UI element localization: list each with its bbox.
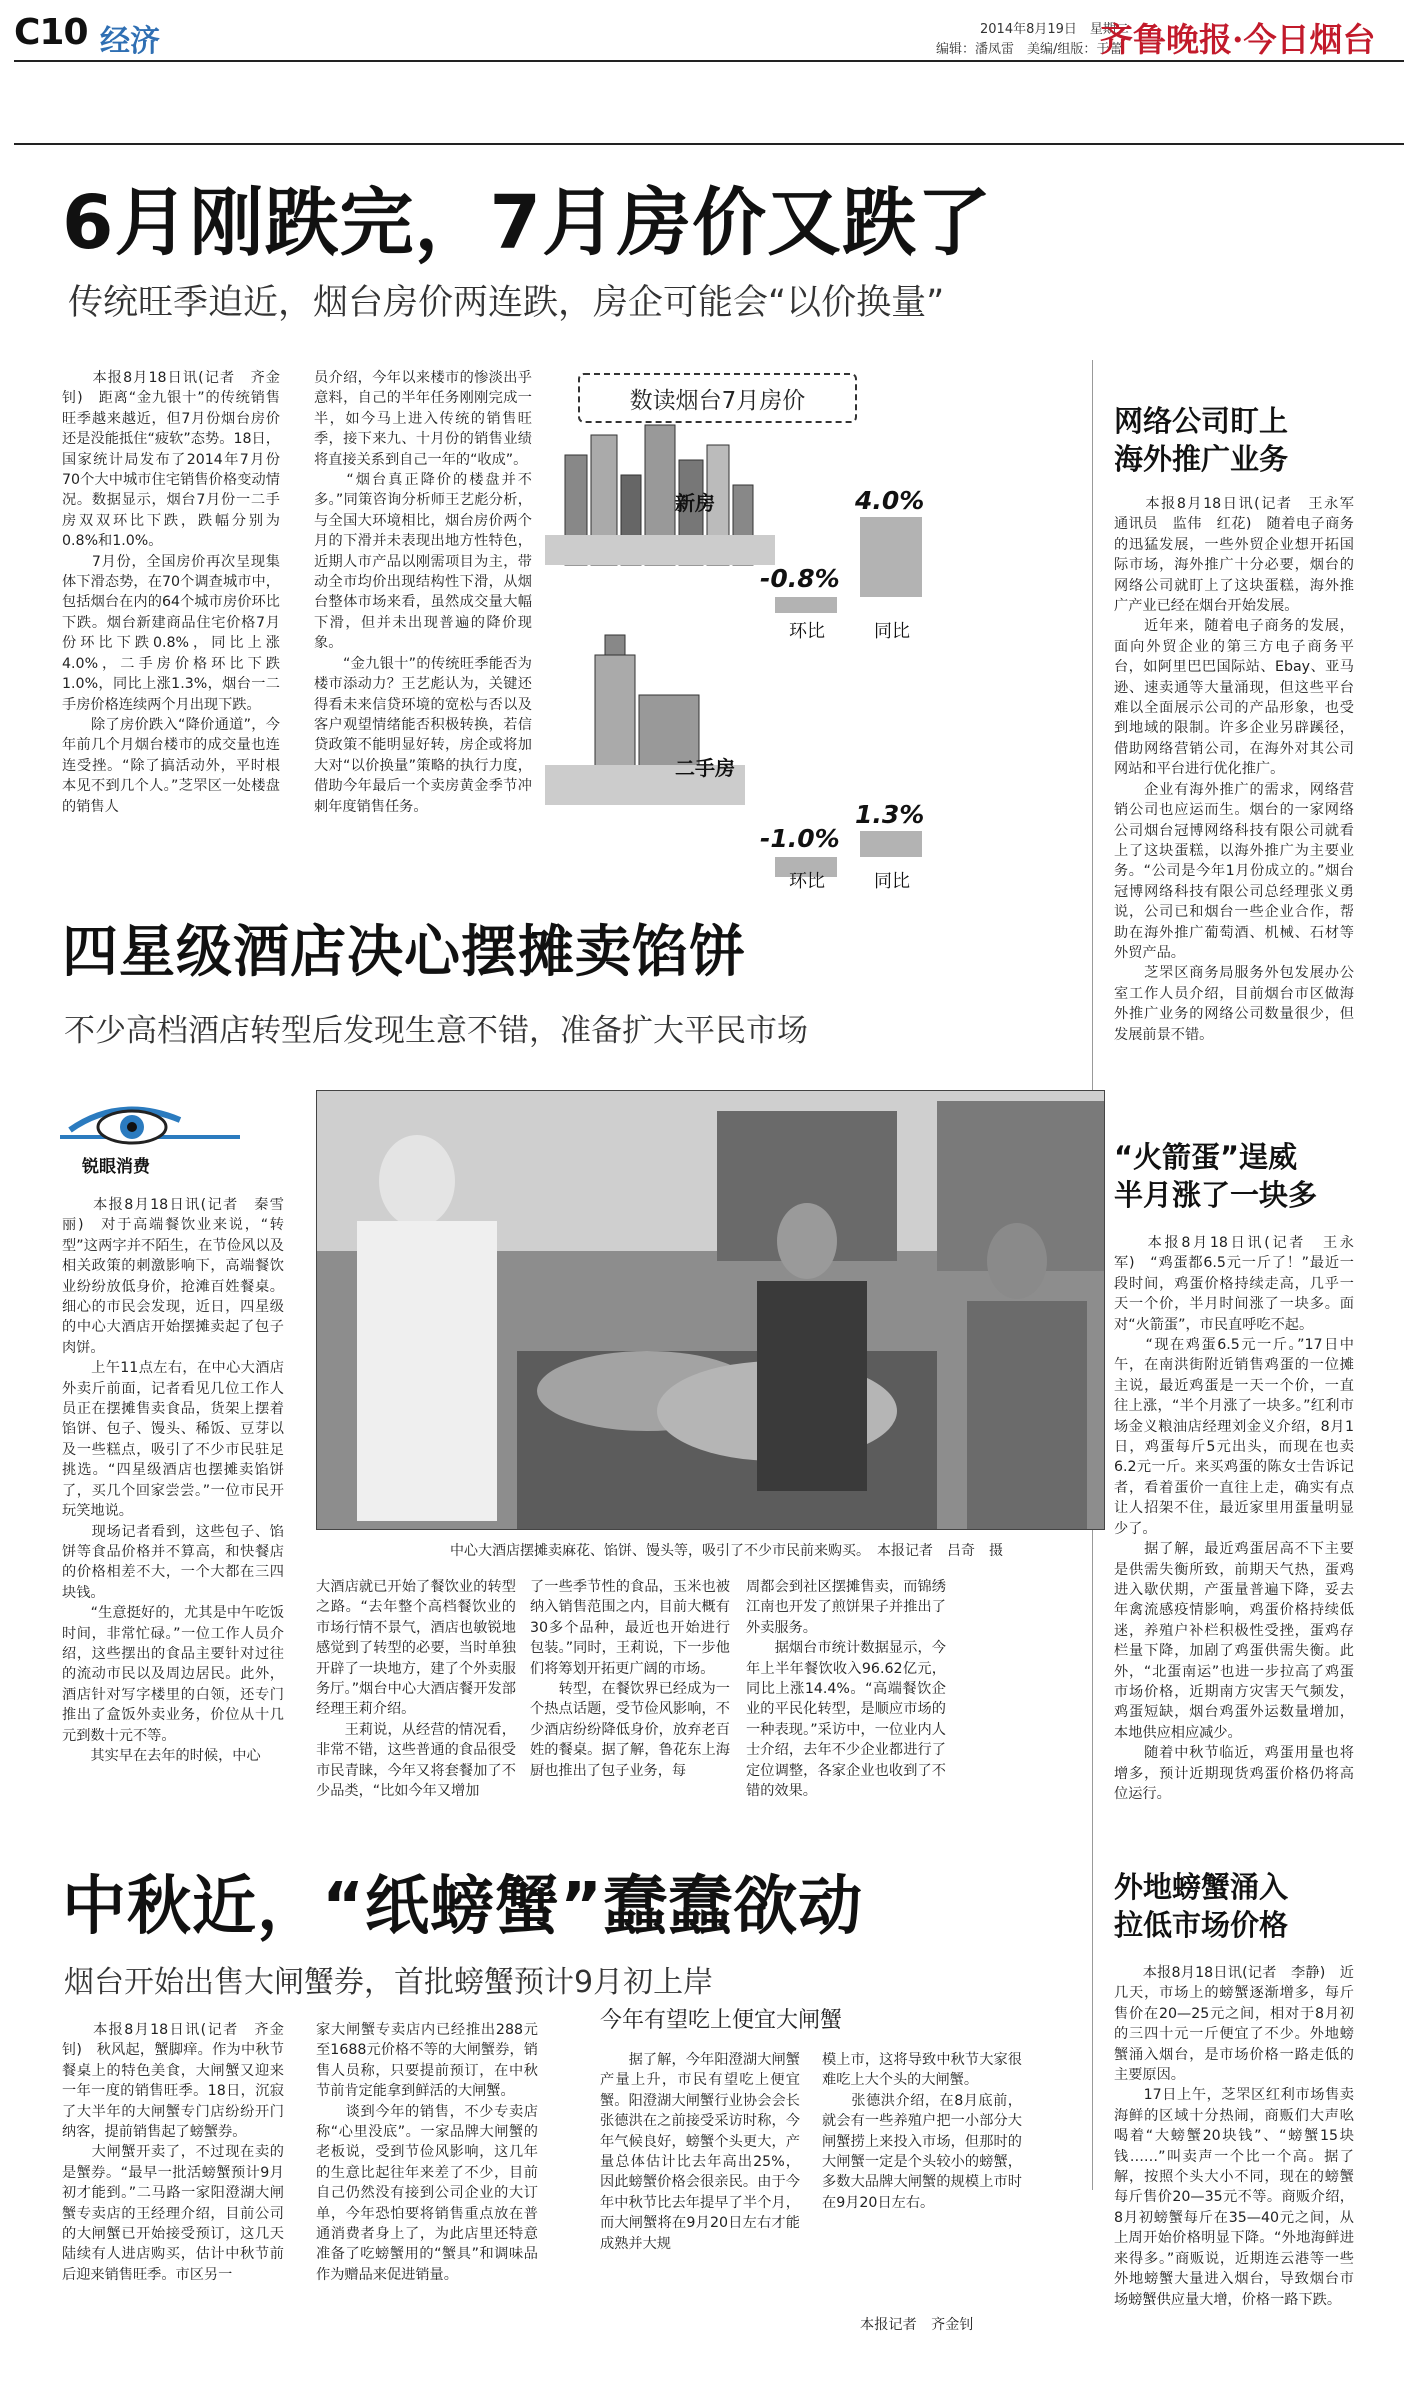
hotel-street-stall-photo xyxy=(316,1090,1105,1530)
bar-0-1 xyxy=(860,517,922,597)
network-body: 本报8月18日讯(记者 王永军 通讯员 监伟 红花) 随着电子商务的迅猛发展，一些外贸企业想开拓国际市场，海外推广十分必要，烟台的网络公司就盯上了这块蛋糕，海外推广产业已经在烟台开始发展。 近年来，随着电子商务的发展，面向外贸企业的第三方电子商务平台，如阿里巴巴国际站、Ebay、亚马逊、速卖通等大量涌现，但这些平台难以全面展示公司的产品形象，也受到地域的限制。许多企业另辟蹊径，借助网络营销公司，在海外对其公司网站和平台进行优化推广。 企业有海外推广的需求，网络营销公司也应运而生。烟台的一家网络公司烟台冠博网络科技有限公司就看上了这块蛋糕，以海外推广为主要业务。“公司是今年1月份成立的。”烟台冠博网络科技有限公司总经理张义勇说，公司已和烟台一些企业合作，帮助在海外推广葡萄酒、机械、石材等外贸产品。 芝罘区商务局服务外包发展办公室工作人员介绍，目前烟台市区做海外推广业务的网络公司数量很少，但发展前景不错。 xyxy=(1114,496,1354,1043)
page-number: C10 xyxy=(14,12,88,53)
hotel-subhead: 不少高档酒店转型后发现生意不错，准备扩大平民市场 xyxy=(64,1013,808,1049)
crab-side-body: 本报8月18日讯(记者 李静) 近几天，市场上的螃蟹逐渐增多，每斤售价在20—25元之间，相对于8月初的三四十元一斤便宜了不少。外地螃蟹涌入烟台，是市场价格一路走低的主要原因。 17日上午，芝罘区红利市场售卖海鲜的区域十分热闹，商贩们大声吆喝着“大螃蟹20块钱”、“螃蟹15块钱……”叫卖声一个比一个高。据了解，按照个头大小不同，现在的螃蟹每斤售价20—35元不等。商贩介绍，8月初螃蟹每斤在35—40元之间，从上周开始价格明显下降。“外地海鲜进来得多。”商贩说，近期连云港等一些外地螃蟹大量进入烟台，导致烟台市场螃蟹供应量大增，价格一路下跌。 xyxy=(1114,1965,1354,2308)
network-headline xyxy=(1114,402,1374,478)
crab-column-4: 模上市，这将导致中秋节大家很难吃上大个头的大闸蟹。 张德洪介绍，在8月底前，就会有一些养殖户把一小部分大闸蟹捞上来投入市场，但那时的大闸蟹一定是个头较小的螃蟹，多数大品牌大闸蟹的规模上市时在9月20日左右。 xyxy=(822,2052,1022,2211)
price-chart-svg xyxy=(545,365,1045,890)
data-label-1-1: 1.3% xyxy=(855,800,925,829)
eye-icon xyxy=(60,1085,300,1155)
hotel-column-1: 本报8月18日讯(记者 秦雪丽) 对于高端餐饮业来说，“转型”这两字并不陌生，在节俭风以及相关政策的刺激影响下，高端餐饮业纷纷放低身价，抢滩百姓餐桌。细心的市民会发现，近日，四星级的中心大酒店开始摆摊卖起了包子肉饼。 上午11点左右，在中心大酒店外卖斤前面，记者看见几位工作人员正在摆摊售卖食品，货架上摆着馅饼、包子、馒头、稀饭、豆芽以及一些糕点，吸引了不少市民驻足挑选。“四星级酒店也摆摊卖馅饼了，买几个回家尝尝。”一位市民开玩笑地说。 现场记者看到，这些包子、馅饼等食品价格并不算高，和快餐店的价格相差不大，一个大都在三四块钱。 “生意挺好的，尤其是中午吃饭时间，非常忙碌。”一位工作人员介绍，这些摆出的食品主要针对过往的流动市民以及周边居民。此外，酒店针对写字楼里的白领，还专门推出了盒饭外卖业务，价位从十几元到数十元不等。 其实早在去年的时候，中心 xyxy=(62,1197,284,1764)
consumer-column-label: 锐眼消费 xyxy=(82,1157,150,1177)
category-label-0-0: 环比 xyxy=(789,621,825,642)
housing-headline: 6月刚跌完，7月房价又跌了 xyxy=(62,180,992,266)
dateline: 2014年8月19日 星期二 xyxy=(980,22,1129,37)
housing-subhead: 传统旺季迫近，烟台房价两连跌，房企可能会“以价换量” xyxy=(68,283,945,323)
crab-side-headline xyxy=(1114,1868,1374,1944)
eggs-headline xyxy=(1114,1138,1374,1214)
category-label-1-1: 同比 xyxy=(874,871,910,890)
bar-0-0 xyxy=(775,597,837,613)
housing-column-2: 员介绍，今年以来楼市的惨淡出乎意料，自己的半年任务刚刚完成一半，如今马上进入传统的销售旺季，接下来九、十月份的销售业绩将直接关系到自己一年的“收成”。 “烟台真正降价的楼盘并不多。”同策咨询分析师王艺彪分析，与全国大环境相比，烟台房价两个月的下滑并未表现出地方性特色，近期人市产品以刚需项目为主，带动全市均价出现结构性下滑，从烟台整体市场来看，虽然成交量大幅下滑，但并未出现普遍的降价现象。 “金九银十”的传统旺季能否为楼市添动力？王艺彪认为，关键还得看未来信贷环境的宽松与否以及客户观望情绪能否积极转换，若信贷政策不能明显好转，房企或将加大对“以价换量”策略的执行力度，借助今年最后一个卖房黄金季节冲刺年度销售任务。 xyxy=(314,370,532,815)
crab-byline: 本报记者 齐金钊 xyxy=(860,2317,974,2333)
data-label-1-0: -1.0% xyxy=(760,824,840,853)
photo-illustration xyxy=(317,1091,1104,1529)
price-chart-title: 数读烟台7月房价 xyxy=(578,373,857,423)
header-divider xyxy=(14,143,1404,145)
data-label-0-1: 4.0% xyxy=(855,486,925,515)
hotel-column-3: 了一些季节性的食品，玉米也被纳入销售范围之内，目前大概有30多个品种，最近也开始进行包装。”同时，王莉说，下一步他们将筹划开拓更广阔的市场。 转型，在餐饮界已经成为一个热点话题，受节俭风影响，不少酒店纷纷降低身价，放弃老百姓的餐桌。据了解，鲁花东上海厨也推出了包子业务，每 xyxy=(530,1579,730,1779)
crab-side-headline-line-1: 外地螃蟹涌入 xyxy=(1114,1870,1289,1904)
crab-subhead: 烟台开始出售大闸蟹券，首批螃蟹预计9月初上岸 xyxy=(64,1965,714,2000)
category-label-0-1: 同比 xyxy=(874,621,910,642)
category-label-1-0: 环比 xyxy=(789,871,825,890)
housing-column-1: 本报8月18日讯(记者 齐金钊) 距离“金九银十”的传统销售旺季越来越近，但7月份烟台房价还是没能抵住“疲软”态势。18日，国家统计局发布了2014年7月份70个大中城市住宅销售价格变动情况。数据显示，烟台7月份一二手房双双环比下跌，跌幅分别为0.8%和1.0%。 7月份，全国房价再次呈现集体下滑态势，在70个调查城市中，包括烟台在内的64个城市房价环比下跌。烟台新建商品住宅价格7月份环比下跌0.8%，同比上涨4.0%，二手房价格环比下跌1.0%，同比上涨1.3%，烟台一二手房价格连续两个月出现下跌。 除了房价跌入“降价通道”，今年前几个月烟台楼市的成交量也连连受挫。“除了搞活动外，平时根本见不到几个人。”芝罘区一处楼盘的销售人 xyxy=(62,370,280,815)
data-label-0-0: -0.8% xyxy=(760,564,840,593)
masthead-rule xyxy=(14,60,1404,62)
crab-headline: 中秋近，“纸螃蟹”蠢蠢欲动 xyxy=(62,1870,864,1944)
hotel-column-2: 大酒店就已开始了餐饮业的转型之路。“去年整个高档餐饮业的市场行情不景气，酒店也敏锐地感觉到了转型的必要，当时单独开辟了一块地方，建了个外卖服务厅。”烟台中心大酒店餐开发部经理王莉介绍。 王莉说，从经营的情况看，非常不错，这些普通的食品很受市民青睐，今年又将套餐加了不少品类，“比如今年又增加 xyxy=(316,1579,516,1800)
price-chart xyxy=(545,365,1045,890)
eggs-headline-line-2: 半月涨了一块多 xyxy=(1114,1178,1318,1212)
crab-column-1: 本报8月18日讯(记者 齐金钊) 秋风起，蟹脚痒。作为中秋节餐桌上的特色美食，大闸蟹又迎来一年一度的销售旺季。18日，沉寂了大半年的大闸蟹专门店纷纷开门纳客，提前销售起了螃蟹券。 大闸蟹开卖了，不过现在卖的是蟹券。“最早一批活螃蟹预计9月初才能到。”二马路一家阳澄湖大闸蟹专卖店的王经理介绍，目前公司的大闸蟹已开始接受预订，这几天陆续有人进店购买，估计中秋节前后迎来销售旺季。市区另一 xyxy=(62,2022,284,2283)
photo-caption: 中心大酒店摆摊卖麻花、馅饼、馒头等，吸引了不少市民前来购买。 本报记者 吕奇 摄 xyxy=(450,1543,1003,1559)
hotel-headline: 四星级酒店决心摆摊卖馅饼 xyxy=(62,920,746,985)
section-title: 经济 xyxy=(100,24,160,59)
new-house-skyline-illustration xyxy=(545,425,775,565)
network-headline-line-2: 海外推广业务 xyxy=(1114,442,1289,476)
bar-1-1 xyxy=(860,831,922,857)
eggs-headline-line-1: “火箭蛋”逞威 xyxy=(1114,1140,1298,1174)
editors-credit: 编辑：潘凤雷 美编/组版：于蕾 xyxy=(936,42,1123,57)
eggs-body: 本报8月18日讯(记者 王永军) “鸡蛋都6.5元一斤了！”最近一段时间，鸡蛋价格持续走高，几乎一天一个价，半月时间涨了一块多。面对“火箭蛋”，市民直呼吃不起。 “现在鸡蛋6.5元一斤。”17日中午，在南洪街附近销售鸡蛋的一位摊主说，最近鸡蛋是一天一个价，一直往上涨，“半个月涨了一块多。”红利市场金义粮油店经理刘金义介绍，8月1日，鸡蛋每斤5元出头，而现在也卖6.2元一斤。来买鸡蛋的陈女士告诉记者，看着蛋价一直往上走，确实有点让人招架不住，最近家里用蛋量明显少了。 据了解，最近鸡蛋居高不下主要是供需失衡所致，前期天气热，蛋鸡进入歇伏期，产蛋量普遍下降，妥去年禽流感疫情影响，鸡蛋价格持续低迷，养殖户补栏积极性受挫，蛋鸡存栏量下降，加剧了鸡蛋供需失衡。此外，“北蛋南运”也进一步拉高了鸡蛋市场价格，近期南方灾害天气频发，鸡蛋短缺，烟台鸡蛋外运数量增加，本地供应相应减少。 随着中秋节临近，鸡蛋用量也将增多，预计近期现货鸡蛋价格仍将高位运行。 xyxy=(1114,1235,1354,1802)
newspaper-logo: 齐鲁晚报·今日烟台 xyxy=(1100,20,1376,59)
series-label-0: 新房 xyxy=(675,491,715,515)
hotel-column-4: 周都会到社区摆摊售卖，而锦绣江南也开发了煎饼果子并推出了外卖服务。 据烟台市统计数据显示，今年上半年餐饮收入96.62亿元，同比上涨14.4%。“高端餐饮企业的平民化转型，是顺应市场的一种表现。”采访中，一位业内人士介绍，去年不少企业都进行了定位调整，各家企业也收到了不错的效果。 xyxy=(746,1579,946,1800)
crab-inner-title: 今年有望吃上便宜大闸蟹 xyxy=(600,2008,843,2033)
network-headline-line-1: 网络公司盯上 xyxy=(1114,404,1289,438)
crab-column-2: 家大闸蟹专卖店内已经推出288元至1688元价格不等的大闸蟹券，销售人员称，只要提前预订，在中秋节前肯定能拿到鲜活的大闸蟹。 谈到今年的销售，不少专卖店称“心里没底”。一家品牌大闸蟹的老板说，受到节俭风影响，这几年的生意比起往年来差了不少，目前自己仍然没有接到公司企业的大订单，今年恐怕要将销售重点放在普通消费者身上了，为此店里还特意准备了吃螃蟹用的“蟹具”和调味品作为赠品来促进销量。 xyxy=(316,2022,538,2283)
crab-column-3: 据了解，今年阳澄湖大闸蟹产量上升，市民有望吃上便宜蟹。阳澄湖大闸蟹行业协会会长张德洪在之前接受采访时称，今年气候良好，螃蟹个头更大，产量总体估计比去年高出25%，因此螃蟹价格会很亲民。由于今年中秋节比去年提早了半个月，而大闸蟹将在9月20日左右才能成熟并大规 xyxy=(600,2052,800,2252)
series-label-1: 二手房 xyxy=(675,756,735,780)
crab-side-headline-line-2: 拉低市场价格 xyxy=(1114,1908,1289,1942)
